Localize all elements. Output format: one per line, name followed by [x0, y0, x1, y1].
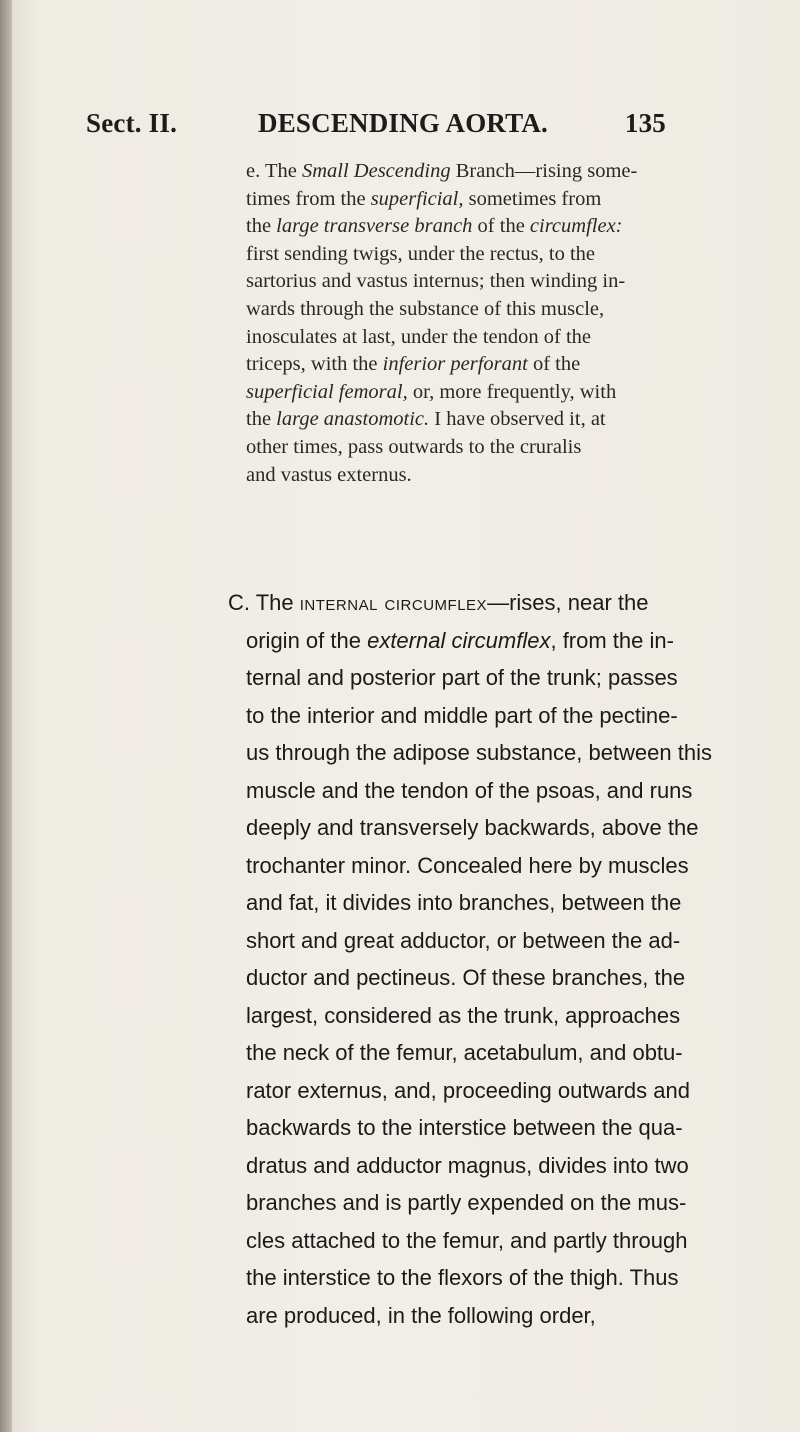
text-run: short and great adductor, or between the ad-: [246, 927, 681, 953]
text-line: [246, 351, 686, 379]
text-line: [246, 241, 686, 269]
text-run: branches and is partly expended on the mus-: [246, 1190, 687, 1215]
text-run: of the: [527, 353, 581, 376]
text-run: triceps, with the: [246, 353, 383, 376]
page-gutter-shadow: [0, 0, 12, 1432]
text-run: are produced, in the following order,: [246, 1302, 596, 1328]
text-line: [246, 158, 686, 186]
paragraph-internal-circumflex: [228, 584, 716, 1334]
running-header: [86, 108, 666, 152]
text-line: [246, 997, 716, 1035]
text-line: [246, 1222, 716, 1260]
text-run: wards through the substance of this muscle,: [246, 297, 605, 320]
italic-term: superficial femoral,: [246, 380, 408, 403]
text-run: I have observed it, at: [429, 408, 606, 431]
text-line: [246, 1072, 716, 1110]
text-line: [246, 1259, 716, 1297]
text-run: ductor and pectineus. Of these branches, the: [246, 965, 686, 990]
text-line: [246, 379, 686, 407]
text-run: to the interior and middle part of the pectine-: [246, 702, 678, 728]
text-run: largest, considered as the trunk, approaches: [246, 1002, 681, 1028]
text-run: backwards to the interstice between the qua-: [246, 1115, 683, 1140]
italic-term: inferior perforant: [382, 353, 528, 376]
text-line: [246, 772, 716, 810]
text-line: [246, 213, 686, 241]
text-run: sartorius and vastus internus; then winding in-: [246, 270, 626, 293]
text-run: ternal and posterior part of the trunk; passes: [246, 665, 678, 690]
text-run: , from the in-: [550, 627, 674, 653]
text-run: rator externus, and, proceeding outwards and: [246, 1077, 690, 1103]
text-line: [246, 884, 716, 922]
text-run: the neck of the femur, acetabulum, and obtu-: [246, 1040, 683, 1065]
text-run: the: [246, 215, 277, 238]
text-run: sometimes from: [463, 187, 602, 210]
text-line: [246, 659, 716, 697]
text-line: [246, 406, 686, 434]
text-run: and fat, it divides into branches, between the: [246, 890, 682, 915]
text-run: or, more frequently, with: [407, 380, 617, 403]
text-line: [246, 1147, 716, 1185]
text-run: muscle and the tendon of the psoas, and runs: [246, 777, 693, 803]
text-run: cles attached to the femur, and partly through: [246, 1227, 688, 1253]
text-line: [228, 584, 716, 622]
text-line: [246, 1109, 716, 1147]
text-line: [246, 1184, 716, 1222]
text-run: trochanter minor. Concealed here by muscles: [246, 852, 689, 878]
text-run: the interstice to the flexors of the thigh. Thus: [246, 1265, 679, 1290]
text-line: [246, 1034, 716, 1072]
text-run: —rises, near the: [487, 590, 649, 615]
italic-term: external circumflex: [367, 627, 551, 653]
small-caps-term: internal circumflex: [299, 590, 488, 615]
section-label: Sect. II.: [86, 108, 178, 138]
italic-term: large anastomotic.: [276, 408, 430, 431]
text-run: deeply and transversely backwards, above the: [246, 815, 699, 840]
text-run: and vastus externus.: [246, 463, 412, 486]
text-run: first sending twigs, under the rectus, to the: [246, 242, 596, 265]
text-line: [246, 268, 686, 296]
text-line: [246, 622, 716, 660]
text-line: [246, 847, 716, 885]
text-run: Branch—rising some-: [450, 160, 638, 182]
text-run: C. The: [228, 590, 300, 615]
text-run: other times, pass outwards to the cruralis: [246, 435, 582, 458]
paragraph-small-descending-branch: [246, 158, 686, 489]
text-run: origin of the: [246, 627, 368, 653]
italic-term: circumflex:: [529, 215, 623, 238]
text-line: [246, 296, 686, 324]
page-number: 135: [624, 108, 666, 138]
italic-term: superficial,: [370, 187, 464, 210]
text-line: [246, 959, 716, 997]
text-line: [246, 186, 686, 214]
italic-term: large transverse branch: [276, 215, 473, 238]
text-run: e. The: [246, 160, 302, 182]
text-line: [246, 697, 716, 735]
text-run: of the: [472, 215, 530, 238]
text-line: [246, 922, 716, 960]
page-title: DESCENDING AORTA.: [258, 108, 548, 138]
text-run: inosculates at last, under the tendon of the: [246, 325, 591, 348]
text-line: [246, 434, 686, 462]
italic-term: Small Descending: [301, 160, 451, 182]
text-run: times from the: [246, 187, 371, 210]
text-line: [246, 1297, 716, 1335]
text-run: us through the adipose substance, between this: [246, 740, 712, 765]
text-line: [246, 734, 716, 772]
text-line: [246, 462, 686, 490]
text-line: [246, 809, 716, 847]
text-run: the: [246, 408, 277, 431]
text-run: dratus and adductor magnus, divides into two: [246, 1152, 689, 1178]
text-line: [246, 324, 686, 352]
